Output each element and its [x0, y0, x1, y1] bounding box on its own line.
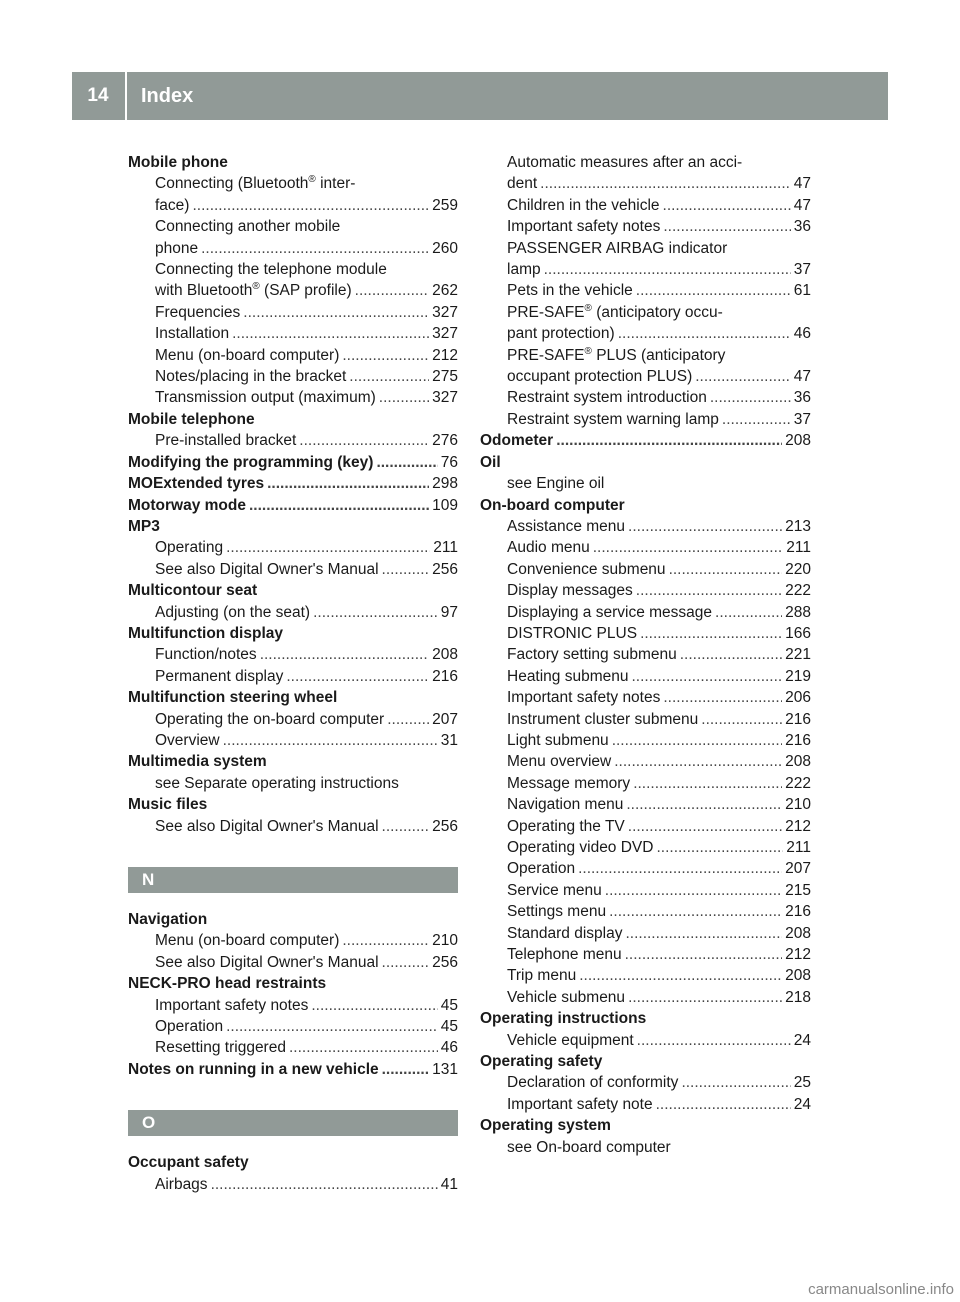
index-subentry[interactable]: See also Digital Owner's Manual ..... 256: [128, 816, 458, 837]
index-subentry[interactable]: Notes/placing in the bracket ..... 275: [128, 366, 458, 387]
index-column-right: [480, 152, 811, 1158]
index-subentry[interactable]: Operating video DVD ..... 211: [480, 837, 811, 858]
index-heading: Multifunction steering wheel: [128, 689, 338, 707]
index-entry[interactable]: Odometer ..... 208: [480, 430, 811, 451]
index-subentry-crossref[interactable]: see Separate operating instructions: [155, 774, 399, 792]
index-subentry[interactable]: Vehicle submenu ..... 218: [480, 987, 811, 1008]
section-letter-o: O: [128, 1110, 458, 1136]
index-subentry[interactable]: DISTRONIC PLUS ..... 166: [480, 623, 811, 644]
index-subentry[interactable]: lamp ..... 37: [480, 259, 811, 280]
index-heading: On-board computer: [480, 496, 625, 514]
index-subentry[interactable]: Settings menu ..... 216: [480, 901, 811, 922]
index-subentry-line: PASSENGER AIRBAG indicator: [507, 239, 728, 257]
index-subentry[interactable]: Transmission output (maximum) ..... 327: [128, 387, 458, 408]
index-subentry[interactable]: Pets in the vehicle ..... 61: [480, 280, 811, 301]
index-heading: Multicontour seat: [128, 582, 258, 600]
index-subentry[interactable]: Menu (on-board computer) ..... 212: [128, 345, 458, 366]
index-heading: Multimedia system: [128, 753, 267, 771]
index-entry[interactable]: MOExtended tyres ..... 298: [128, 473, 458, 494]
index-heading: Navigation: [128, 911, 208, 928]
index-heading: Operating instructions: [480, 1010, 647, 1028]
index-subentry[interactable]: Installation ..... 327: [128, 323, 458, 344]
index-subentry[interactable]: Menu (on-board computer) ..... 210: [128, 930, 458, 951]
index-subentry[interactable]: Telephone menu ..... 212: [480, 944, 811, 965]
page-title: Index: [141, 84, 194, 107]
index-subentry[interactable]: Operation ..... 45: [128, 1016, 458, 1037]
index-subentry[interactable]: Operating ..... 211: [128, 537, 458, 558]
index-subentry[interactable]: face) ..... 259: [128, 195, 458, 216]
index-subentry-line: Connecting (Bluetooth® inter-: [155, 174, 356, 193]
index-subentry[interactable]: Restraint system introduction ..... 36: [480, 387, 811, 408]
index-subentry[interactable]: Airbags ..... 41: [128, 1174, 458, 1195]
index-subentry[interactable]: Instrument cluster submenu ..... 216: [480, 709, 811, 730]
index-subentry[interactable]: Restraint system warning lamp ..... 37: [480, 409, 811, 430]
watermark: carmanualsonline.info: [808, 1281, 954, 1298]
index-subentry[interactable]: Permanent display ..... 216: [128, 666, 458, 687]
index-heading: Mobile phone: [128, 154, 228, 171]
page-number: 14: [87, 85, 109, 106]
index-subentry[interactable]: Important safety notes ..... 45: [128, 995, 458, 1016]
index-subentry[interactable]: phone ..... 260: [128, 238, 458, 259]
index-subentry[interactable]: Children in the vehicle ..... 47: [480, 195, 811, 216]
index-subentry[interactable]: Operating the TV ..... 212: [480, 816, 811, 837]
index-subentry[interactable]: Adjusting (on the seat) ..... 97: [128, 602, 458, 623]
index-subentry[interactable]: Important safety notes ..... 206: [480, 687, 811, 708]
index-subentry[interactable]: Frequencies ..... 327: [128, 302, 458, 323]
index-heading: MP3: [128, 517, 160, 535]
index-subentry[interactable]: See also Digital Owner's Manual ..... 256: [128, 559, 458, 580]
index-entry[interactable]: Motorway mode ..... 109: [128, 495, 458, 516]
index-subentry[interactable]: Message memory ..... 222: [480, 773, 811, 794]
index-subentry[interactable]: Trip menu ..... 208: [480, 965, 811, 986]
index-subentry[interactable]: Operating the on-board computer ..... 207: [128, 709, 458, 730]
index-subentry-line: PRE-SAFE® (anticipatory occu-: [507, 302, 723, 321]
index-subentry[interactable]: Important safety note ..... 24: [480, 1094, 811, 1115]
index-heading: Operating safety: [480, 1053, 603, 1071]
index-subentry-line: Connecting the telephone module: [155, 261, 387, 279]
index-subentry[interactable]: with Bluetooth® (SAP profile) ..... 262: [128, 280, 458, 301]
index-subentry[interactable]: See also Digital Owner's Manual ..... 256: [128, 952, 458, 973]
index-subentry[interactable]: Display messages ..... 222: [480, 580, 811, 601]
index-subentry[interactable]: Vehicle equipment ..... 24: [480, 1030, 811, 1051]
index-heading: Occupant safety: [128, 1154, 249, 1172]
index-entry[interactable]: Modifying the programming (key) ..... 76: [128, 452, 458, 473]
index-heading: Multifunction display: [128, 624, 283, 642]
section-letter-n: N: [128, 867, 458, 893]
index-subentry-crossref[interactable]: see On-board computer: [507, 1138, 671, 1156]
index-subentry[interactable]: Operation ..... 207: [480, 858, 811, 879]
index-subentry[interactable]: Important safety notes ..... 36: [480, 216, 811, 237]
index-entry[interactable]: Notes on running in a new vehicle ..... 131: [128, 1059, 458, 1080]
index-subentry[interactable]: dent ..... 47: [480, 173, 811, 194]
index-subentry[interactable]: Pre-installed bracket ..... 276: [128, 430, 458, 451]
index-subentry[interactable]: Service menu ..... 215: [480, 880, 811, 901]
index-subentry[interactable]: Overview ..... 31: [128, 730, 458, 751]
index-heading: NECK-PRO head restraints: [128, 975, 327, 993]
index-subentry[interactable]: Convenience submenu ..... 220: [480, 559, 811, 580]
index-subentry[interactable]: Audio menu ..... 211: [480, 537, 811, 558]
page-header: [72, 72, 888, 120]
index-subentry[interactable]: Function/notes ..... 208: [128, 644, 458, 665]
index-subentry[interactable]: Declaration of conformity ..... 25: [480, 1072, 811, 1093]
index-column-left: [128, 152, 458, 1195]
index-subentry[interactable]: occupant protection PLUS) ..... 47: [480, 366, 811, 387]
index-subentry[interactable]: Navigation menu ..... 210: [480, 794, 811, 815]
index-subentry[interactable]: Menu overview ..... 208: [480, 751, 811, 772]
index-heading: Oil: [480, 453, 501, 471]
header-divider: [125, 72, 127, 120]
index-heading: Music files: [128, 796, 208, 814]
index-subentry[interactable]: Standard display ..... 208: [480, 923, 811, 944]
index-subentry[interactable]: pant protection) ..... 46: [480, 323, 811, 344]
index-subentry[interactable]: Light submenu ..... 216: [480, 730, 811, 751]
index-subentry[interactable]: Displaying a service message ..... 288: [480, 602, 811, 623]
index-subentry-crossref[interactable]: see Engine oil: [507, 475, 605, 493]
index-subentry[interactable]: Assistance menu ..... 213: [480, 516, 811, 537]
obc-subentry-list: [480, 516, 811, 1008]
index-heading: Mobile telephone: [128, 410, 255, 428]
index-subentry[interactable]: Heating submenu ..... 219: [480, 666, 811, 687]
index-subentry[interactable]: Resetting triggered ..... 46: [128, 1037, 458, 1058]
index-subentry[interactable]: Factory setting submenu ..... 221: [480, 644, 811, 665]
index-subentry-line: Connecting another mobile: [155, 218, 341, 236]
index-subentry-line: PRE-SAFE® PLUS (anticipatory: [507, 345, 726, 364]
index-heading: Operating system: [480, 1117, 611, 1135]
index-subentry-line: Automatic measures after an acci-: [507, 154, 743, 171]
